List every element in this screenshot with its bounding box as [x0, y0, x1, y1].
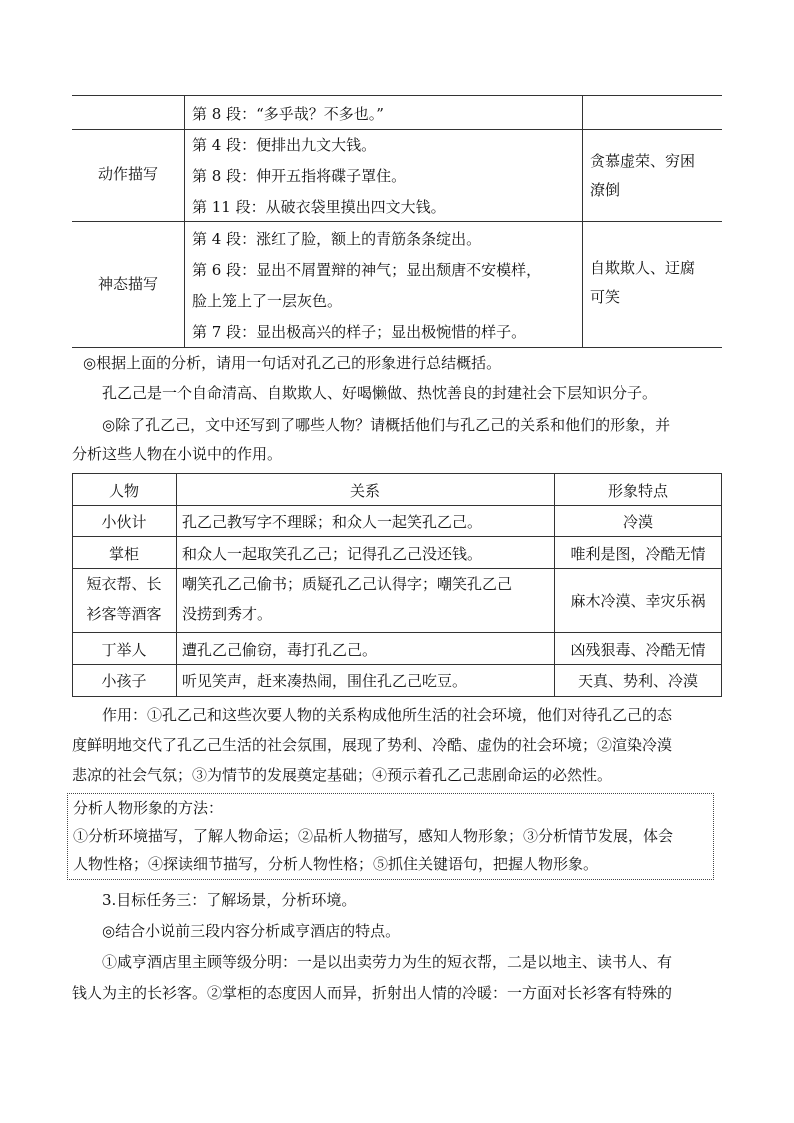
table-rule [72, 536, 722, 537]
table-cell: 脸上笼上了一层灰色。 [192, 292, 343, 310]
column-header: 关系 [349, 482, 380, 500]
relation-cell: 和众人一起取笑孔乙己；记得孔乙己没还钱。 [182, 545, 483, 563]
person-cell: 丁举人 [101, 641, 147, 659]
effect-text: 作用：①孔乙己和这些次要人物的关系构成他所生活的社会环境，他们对待孔乙己的态 [102, 706, 673, 724]
category-label: 动作描写 [97, 165, 158, 183]
person-cell: 衫客等酒客 [86, 605, 162, 623]
image-trait-line: 贪慕虚荣、穷困 [590, 152, 696, 170]
table-rule [184, 95, 185, 348]
trait-cell: 冷漠 [622, 513, 653, 531]
trait-cell: 麻木冷漠、幸灾乐祸 [570, 592, 706, 610]
table-cell: 第 4 段：涨红了脸，额上的青筋条条绽出。 [192, 230, 482, 248]
answer-text: ①咸亨酒店里主顾等级分明：一是以出卖劳力为生的短衣帮，二是以地主、读书人、有 [102, 953, 673, 971]
table-cell: 第 8 段：伸开五指将碟子罩住。 [192, 167, 407, 185]
relation-cell: 孔乙己教写字不理睬；和众人一起笑孔乙己。 [182, 513, 483, 531]
person-cell: 小孩子 [101, 672, 147, 690]
table-rule [72, 664, 722, 665]
effect-text: 悲凉的社会气氛；③为情节的发展奠定基础；④预示着孔乙己悲剧命运的必然性。 [72, 766, 613, 784]
question-text: ◎除了孔乙己，文中还写到了哪些人物？请概括他们与孔乙己的关系和他们的形象，并 [102, 416, 671, 434]
trait-cell: 唯利是图，冷酷无情 [570, 545, 706, 563]
image-trait-line: 自欺欺人、迂腐 [590, 259, 696, 277]
characters-table [72, 473, 722, 697]
method-line: 人物性格；④探读细节描写，分析人物性格；⑤抓住关键语句，把握人物形象。 [73, 855, 599, 873]
description-analysis-table [72, 95, 722, 348]
table-rule [72, 505, 722, 506]
table-rule [176, 473, 177, 697]
table-cell: 第 6 段：显出不屑置辩的神气；显出颓唐不安模样， [192, 261, 542, 279]
answer-text: 孔乙己是一个自命清高、自欺欺人、好喝懒做、热忱善良的封建社会下层知识分子。 [102, 384, 658, 402]
table-rule [72, 696, 722, 697]
task-heading: 3.目标任务三：了解场景，分析环境。 [102, 891, 357, 909]
method-line: ①分析环境描写，了解人物命运；②品析人物描写，感知人物形象；③分析情节发展，体会 [73, 827, 674, 845]
table-cell: 第 11 段：从破衣袋里摸出四文大钱。 [192, 198, 446, 216]
relation-cell: 遭孔乙己偷窃，毒打孔乙己。 [182, 641, 378, 659]
table-rule [582, 95, 583, 348]
table-rule [72, 95, 722, 96]
answer-text: 钱人为主的长衫客。②掌柜的态度因人而异，折射出人情的冷暖：一方面对长衫客有特殊的 [72, 984, 673, 1002]
method-title: 分析人物形象的方法： [73, 799, 224, 817]
effect-text: 度鲜明地交代了孔乙己生活的社会氛围，展现了势利、冷酷、虚伪的社会环境；②渲染冷漠 [72, 736, 673, 754]
table-rule [72, 347, 722, 348]
trait-cell: 凶残狠毒、冷酷无情 [570, 641, 706, 659]
image-trait [590, 147, 718, 205]
method-box [67, 793, 714, 880]
relation-cell: 没捞到秀才。 [182, 605, 273, 623]
table-rule [72, 568, 722, 569]
person-cell: 短衣帮、长 [86, 575, 162, 593]
relation-cell: 听见笑声，赶来凑热闹，围住孔乙己吃豆。 [182, 672, 468, 690]
person-cell: 小伙计 [101, 513, 147, 531]
column-header: 人物 [108, 482, 139, 500]
table-rule [72, 129, 722, 130]
question-text: 分析这些人物在小说中的作用。 [72, 445, 283, 463]
table-cell: 第 4 段：便排出九文大钱。 [192, 136, 377, 154]
trait-cell: 天真、势利、冷漠 [577, 672, 698, 690]
image-trait [590, 254, 718, 312]
table-rule [72, 632, 722, 633]
table-rule [72, 221, 722, 222]
table-rule [72, 473, 722, 474]
image-trait-line: 潦倒 [590, 181, 621, 199]
table-cell: 第 8 段：“多乎哉？不多也。” [192, 105, 384, 123]
person-cell: 掌柜 [108, 545, 139, 563]
category-label: 神态描写 [97, 275, 158, 293]
image-trait-line: 可笑 [590, 288, 621, 306]
relation-cell: 嘲笑孔乙己偷书；质疑孔乙己认得字；嘲笑孔乙己 [182, 575, 513, 593]
table-rule [721, 473, 722, 697]
question-text: ◎根据上面的分析，请用一句话对孔乙己的形象进行总结概括。 [83, 354, 502, 372]
table-cell: 第 7 段：显出极高兴的样子；显出极惋惜的样子。 [192, 323, 527, 341]
question-text: ◎结合小说前三段内容分析咸亨酒店的特点。 [102, 922, 401, 940]
table-rule [554, 473, 555, 697]
column-header: 形象特点 [607, 482, 668, 500]
